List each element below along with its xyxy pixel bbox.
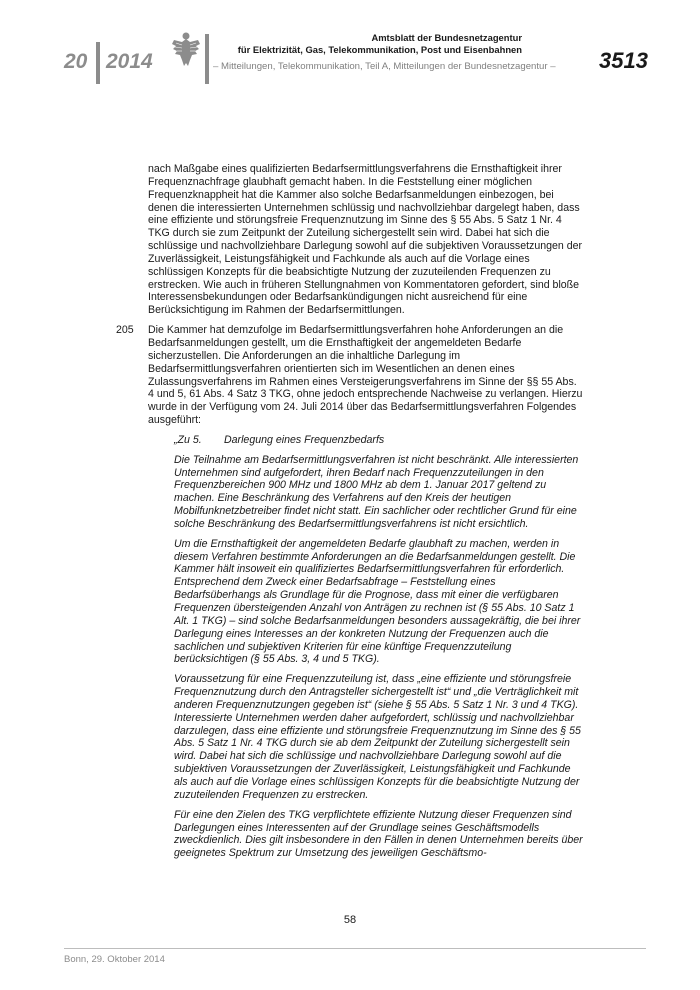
paragraph-number: 205 [116, 324, 134, 337]
issue-divider [96, 42, 100, 84]
total-page-number: 3513 [599, 48, 648, 73]
quote-heading [174, 434, 585, 447]
quote-heading-number: „Zu 5. [174, 433, 202, 446]
issue-number: 20 [64, 50, 88, 73]
main-content [116, 163, 585, 867]
publication-title: Amtsblatt der Bundesnetzagentur [371, 32, 522, 43]
footer-divider [64, 948, 646, 949]
quote-paragraph-1: Die Teilnahme am Bedarfsermittlungsverfahren ist nicht beschränkt. Alle interessierten Unternehmen sind aufgefordert, ihren Bedarf nach Frequenzzuteilungen in den Frequenzbereichen 900 MHz und 1800 MHz ab dem 1. Januar 2017 geltend zu machen. Eine Beschränkung des Verfahrens auf den Kreis der heutigen Mobilfunknetzbetreiber findet nicht statt. Ein sachlicher oder rechtlicher Grund für eine solche Beschränkung des Bedarfsermittlungsverfahrens ist nicht ersichtlich. [174, 453, 579, 530]
quotation-block [174, 434, 585, 860]
footer-date: Bonn, 29. Oktober 2014 [64, 954, 165, 965]
quote-paragraph-3: Voraussetzung für eine Frequenzzuteilung ist, dass „eine effiziente und störungsfreie Frequenznutzung durch den Antragsteller sichergestellt ist“ und „die Verträglichkeit mit anderen Frequenznutzungen gegeben ist“ (siehe § 55 Abs. 5 Satz 1 Nr. 3 und 4 TKG). Interessierte Unternehmen werden daher aufgefordert, schlüssig und nachvollziehbar darzulegen, dass eine effiziente und störungsfreie Frequenznutzung im Sinne des § 55 Abs. 5 Satz 1 Nr. 4 TKG durch sie ab dem Zeitpunkt der Zuteilung sichergestellt sein wird. Dabei hat sich die schlüssige und nachvollziehbare Darlegung sowohl auf die subjektiven Voraussetzungen der Zuverlässigkeit, Leistungsfähigkeit und Fachkunde als auch auf die Vorlage eines schlüssigen Konzepts für die beabsichtigte Nutzung der zuzuteilenden Frequenzen zu erstrecken. [174, 673, 581, 801]
quote-heading-title: Darlegung eines Frequenzbedarfs [224, 433, 385, 446]
issue-year: 2014 [106, 50, 153, 73]
paragraph-205-text: Die Kammer hat demzufolge im Bedarfsermittlungsverfahren hohe Anforderungen an die Bedarfsanmeldungen gestellt, um die Ernsthaftigkeit der angemeldeten Bedarfe sicherzustellen. Die Anforderungen an die inhaltliche Darlegung im Bedarfsermittlungsverfahren orientierten sich im Wesentlichen an denen eines Zulassungsverfahrens im Rahmen eines Versteigerungsverfahrens im Sinne der §§ 55 Abs. 4 und 5, 61 Abs. 4 Satz 3 TKG, ohne jedoch entsprechende Nachweise zu verlangen. Hierzu wurde in der Verfügung vom 24. Juli 2014 über das Bedarfsermittlungsverfahren Folgendes ausgeführt: [148, 324, 583, 427]
federal-eagle-icon [170, 30, 202, 70]
section-subtitle: – Mitteilungen, Telekommunikation, Teil A, Mitteilungen der Bundesnetzagentur – [213, 61, 556, 72]
paragraph-continued: nach Maßgabe eines qualifizierten Bedarfsermittlungsverfahrens die Ernsthaftigkeit ihrer Frequenznachfrage glaubhaft gemacht haben. In die Feststellung einer möglichen Frequenzknappheit hat die Kammer also solche Bedarfsanmeldungen einbezogen, bei denen die interessierten Unternehmen schlüssig und nachvollziehbar dargelegt haben, dass eine effiziente und störungsfreie Frequenznutzung im Sinne des § 55 Abs. 5 Satz 1 Nr. 4 TKG durch sie zum Zeitpunkt der Zuteilung sichergestellt sein wird. Dabei hat sich die schlüssige und nachvollziehbare Darlegung sowohl auf die subjektiven Voraussetzungen der Zuverlässigkeit, Leistungsfähigkeit und Fachkunde als auch auf die Vorlage eines schlüssigen Konzepts für die beabsichtigte Nutzung der zuzuteilenden Frequenzen zu erstrecken. Wie auch in früheren Stellungnahmen von Kommentatoren gefordert, sind bloße Interessensbekundungen oder Bedarfsankündigungen nicht ausreichend für eine Berücksichtigung im Rahmen der Bedarfsermittlungen. [148, 163, 583, 317]
publication-subtitle: für Elektrizität, Gas, Telekommunikation, Post und Eisenbahnen [237, 44, 522, 55]
quote-paragraph-4: Für eine den Zielen des TKG verpflichtete effiziente Nutzung dieser Frequenzen sind Darlegungen eines Interessenten auf der Grundlage seines Geschäftsmodells zweckdienlich. Dies gilt insbesondere in den Fällen in denen Unternehmen bereits über geeignetes Spektrum zur Umsetzung des jeweiligen Geschäftsmo- [174, 808, 583, 860]
quote-paragraph-2: Um die Ernsthaftigkeit der angemeldeten Bedarfe glaubhaft zu machen, werden in diesem Verfahren bestimmte Anforderungen an die Bedarfsanmeldungen gestellt. Die Kammer hält insoweit ein qualifiziertes Bedarfsermittlungsverfahren für erforderlich. Entsprechend dem Zweck einer Bedarfsabfrage – Feststellung eines Bedarfsüberhangs als Grundlage für die Prognose, dass mit einer die verfügbaren Frequenzen übersteigenden Anzahl von Anträgen zu rechnen ist (§ 55 Abs. 10 Satz 1 Alt. 1 TKG) – sind solche Bedarfsanmeldungen besonders aussagekräftig, die bei ihrer Darlegung eines Interesses an der konkreten Nutzung der Frequenzen auch die sachlichen und subjektiven Kriterien für eine künftige Frequenzzuteilung berücksichtigen (§ 55 Abs. 3, 4 und 5 TKG). [174, 537, 581, 666]
paragraph-205 [116, 324, 585, 427]
page-number: 58 [343, 914, 357, 926]
header-divider [205, 34, 209, 84]
